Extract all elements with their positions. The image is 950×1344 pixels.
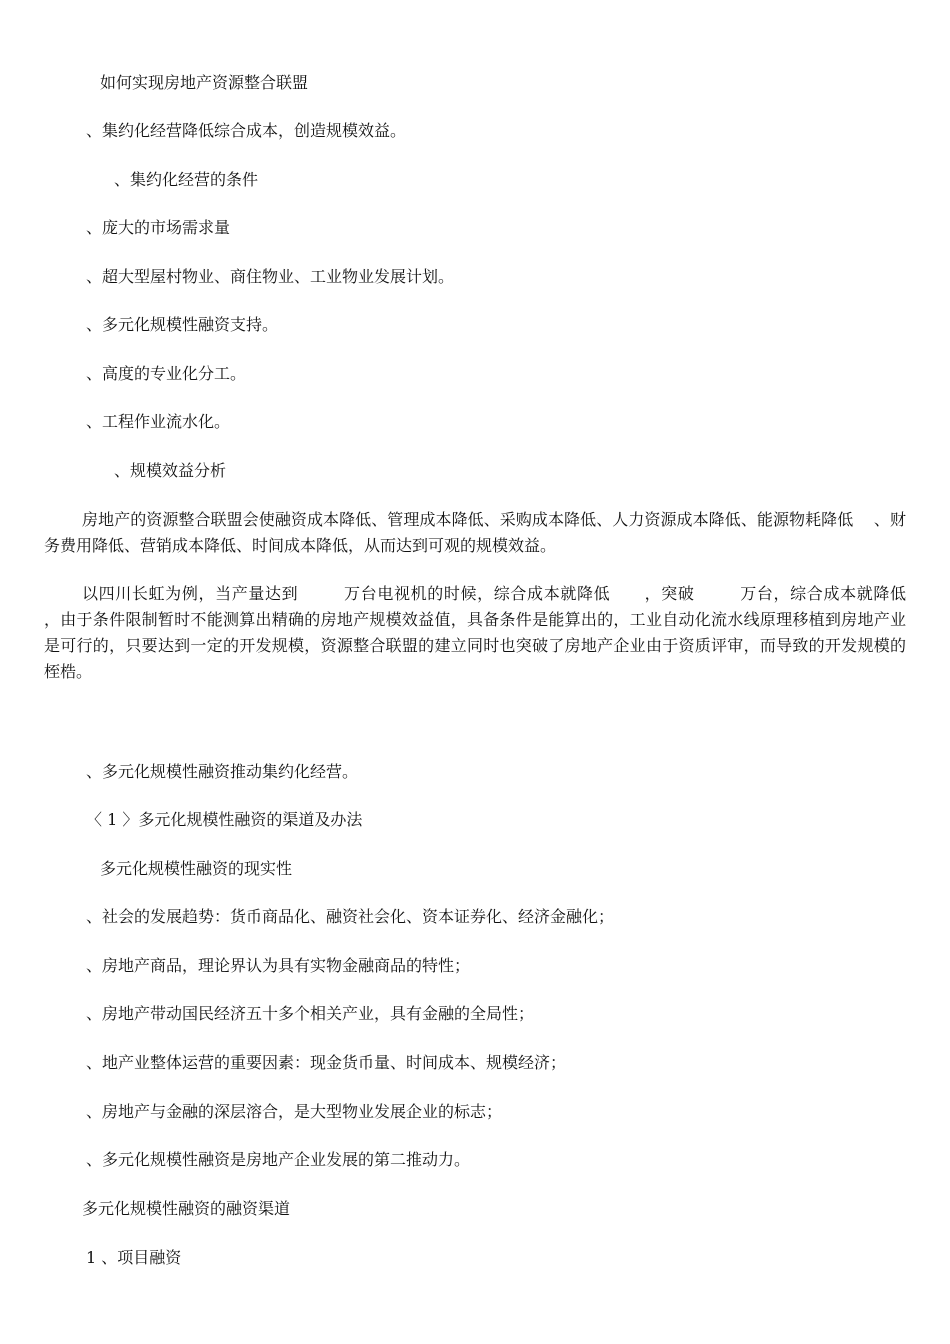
condition-item: 、超大型屋村物业、商住物业、工业物业发展计划。: [86, 267, 455, 286]
reality-item: 、地产业整体运营的重要因素：现金货币量、时间成本、规模经济；: [86, 1053, 567, 1072]
condition-item: 、庞大的市场需求量: [86, 218, 231, 237]
reality-item: 、房地产与金融的深层溶合，是大型物业发展企业的标志；: [86, 1102, 503, 1121]
reality-item: 、房地产商品，理论界认为具有实物金融商品的特性；: [86, 956, 471, 975]
reality-item: 、房地产带动国民经济五十多个相关产业，具有金融的全局性；: [86, 1004, 535, 1023]
subsection-channels-methods: 〈 1 〉多元化规模性融资的渠道及办法: [86, 810, 363, 829]
condition-item: 、工程作业流水化。: [86, 412, 231, 431]
section-heading-intensive-operation: 、集约化经营降低综合成本，创造规模效益。: [86, 121, 407, 140]
reality-item: 、多元化规模性融资是房地产企业发展的第二推动力。: [86, 1150, 471, 1169]
subheading-financing-channels: 多元化规模性融资的融资渠道: [82, 1199, 291, 1218]
condition-item: 、高度的专业化分工。: [86, 364, 247, 383]
analysis-paragraph-text: 房地产的资源整合联盟会使融资成本降低、管理成本降低、采购成本降低、人力资源成本降低、能源物耗降低 、财务费用降低、营销成本降低、时间成本降低，从而达到可观的规模效益。: [44, 510, 906, 555]
channel-item: 1 、项目融资: [86, 1248, 182, 1267]
subheading-conditions: 、集约化经营的条件: [114, 170, 259, 189]
reality-item: 、社会的发展趋势：货币商品化、融资社会化、资本证券化、经济金融化；: [86, 907, 615, 926]
subheading-reality: 多元化规模性融资的现实性: [100, 859, 293, 878]
document-title: 如何实现房地产资源整合联盟: [100, 73, 309, 92]
section-heading-financing: 、多元化规模性融资推动集约化经营。: [86, 762, 359, 781]
example-paragraph: [44, 581, 937, 685]
subheading-scale-analysis: 、规模效益分析: [114, 461, 227, 480]
analysis-paragraph: [44, 507, 906, 559]
example-paragraph-text: 以四川长虹为例，当产量达到 万台电视机的时候，综合成本就降低 ，突破 万台，综合成本就降低 ，由于条件限制暂时不能测算出精确的房地产规模效益值，具备条件是能算出的，工业自动化流水线原理移植到房地产业是可行的，只要达到一定的开发规模，资源整合联盟的建立同时也突破了房地产企业由于资质评审，而导致的开发规模的桎梏。: [44, 584, 937, 681]
condition-item: 、多元化规模性融资支持。: [86, 315, 279, 334]
